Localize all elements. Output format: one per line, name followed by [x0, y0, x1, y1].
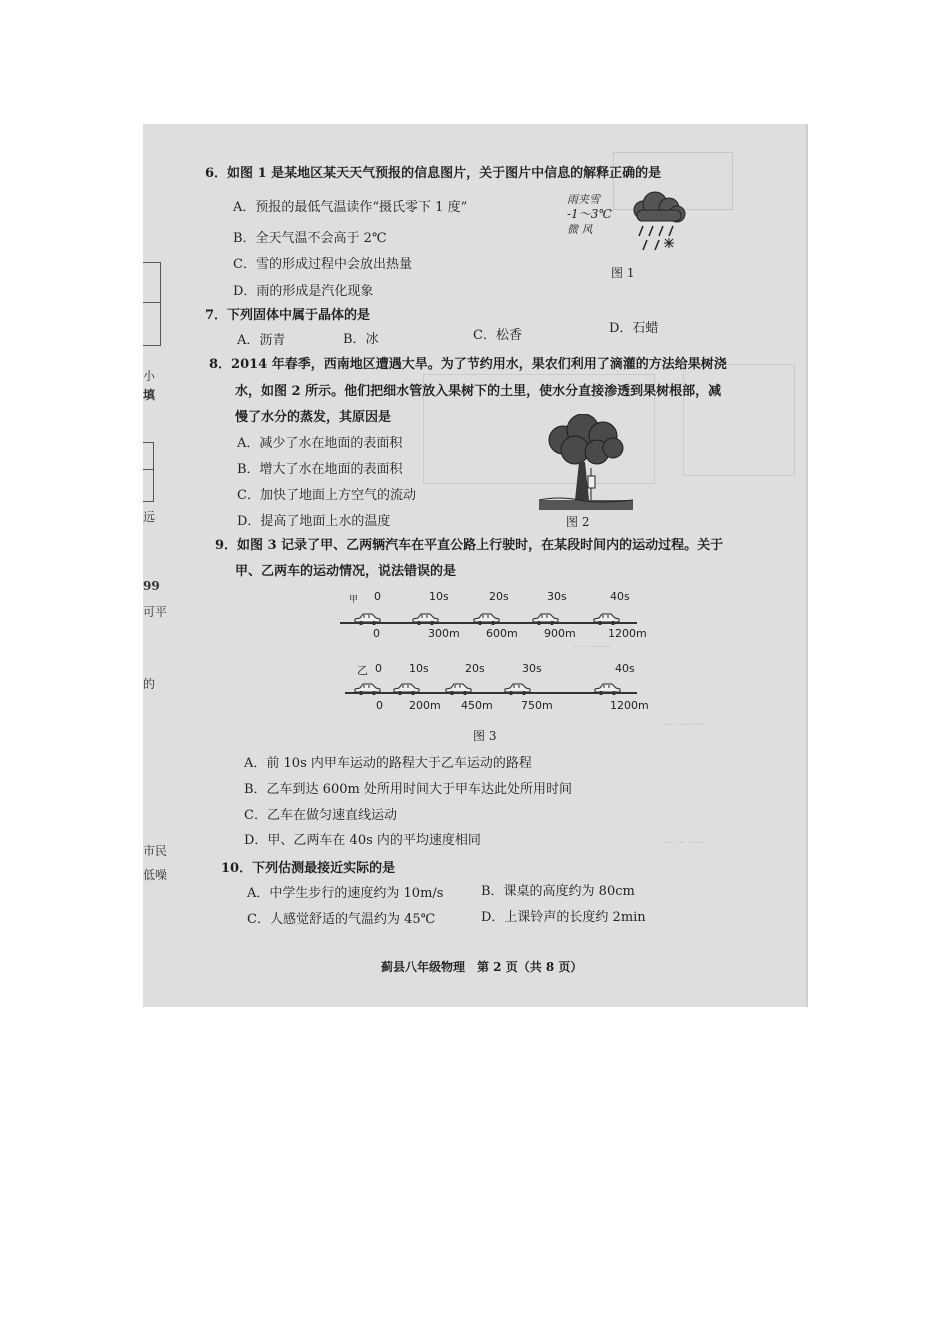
car-b-car-icon-1	[392, 680, 420, 699]
car-b-time-label-1: 10s	[409, 662, 429, 675]
q7-option-d: D．石蜡	[609, 321, 659, 336]
q9-option-c: C．乙车在做匀速直线运动	[244, 808, 397, 823]
showthrough-text-1: ··· ········	[573, 642, 612, 653]
car-a-distance-label-1: 300m	[428, 627, 460, 640]
q10-option-b: B．课桌的高度约为 80cm	[481, 884, 635, 899]
car-a-time-label-1: 10s	[429, 590, 449, 603]
drip-irrigation-tree-illustration	[539, 414, 633, 510]
car-b-time-label-3: 30s	[522, 662, 542, 675]
car-b-car-icon-2	[444, 680, 472, 699]
q8-option-b: B．增大了水在地面的表面积	[237, 462, 403, 477]
q10-option-c: C．人感觉舒适的气温约为 45℃	[247, 912, 436, 927]
car-b-car-icon-3	[503, 680, 531, 699]
q7-stem: 7．下列固体中属于晶体的是	[205, 308, 371, 323]
car-b-distance-label-0: 0	[376, 699, 383, 712]
margin-text-5: 可平	[143, 605, 168, 619]
margin-text-6: 的	[143, 677, 156, 691]
q6-stem: 6．如图 1 是某地区某天天气预报的信息图片，关于图片中信息的解释正确的是	[205, 166, 662, 181]
car-b-car-icon-4	[593, 680, 621, 699]
q6-option-d: D．雨的形成是汽化现象	[233, 284, 374, 299]
cloud-rain-snow-icon	[627, 190, 689, 256]
showthrough-text-3: ··· ··· ·····	[663, 838, 705, 849]
q10-stem: 10．下列估测最接近实际的是	[221, 861, 396, 876]
q7-option-a: A．沥青	[237, 333, 286, 348]
car-b-time-label-0: 0	[375, 662, 382, 675]
q8-stem-line-1: 8．2014 年春季，西南地区遭遇大旱。为了节约用水，果农们利用了滴灌的方法给果树浇	[209, 357, 727, 372]
q6-option-a: A．预报的最低气温读作“摄氏零下 1 度”	[233, 200, 468, 215]
q9-option-d: D．甲、乙两车在 40s 内的平均速度相同	[244, 833, 481, 848]
q6-option-c: C．雪的形成过程中会放出热量	[233, 257, 412, 272]
car-a-time-label-4: 40s	[610, 590, 630, 603]
figure-2-caption: 图 2	[566, 515, 590, 529]
margin-text-2: 填	[143, 388, 156, 402]
car-a-distance-label-4: 1200m	[608, 627, 647, 640]
car-b-time-label-4: 40s	[615, 662, 635, 675]
car-a-distance-label-0: 0	[373, 627, 380, 640]
weather-info	[567, 192, 612, 237]
car-b-car-icon-0	[353, 680, 381, 699]
car-b-distance-label-3: 750m	[521, 699, 553, 712]
q8-option-c: C．加快了地面上方空气的流动	[237, 488, 416, 503]
margin-table-bottom-divider	[143, 469, 153, 470]
margin-table-top	[143, 262, 161, 346]
weather-temperature: -1～3℃	[567, 207, 612, 221]
q6-option-b: B．全天气温不会高于 2℃	[233, 231, 387, 246]
q8-option-a: A．减少了水在地面的表面积	[237, 436, 403, 451]
car-a-time-label-0: 0	[374, 590, 381, 603]
car-a-name: 甲	[349, 595, 359, 605]
q10-option-a: A．中学生步行的速度约为 10m/s	[247, 886, 444, 901]
car-b-distance-label-1: 200m	[409, 699, 441, 712]
car-a-distance-label-3: 900m	[544, 627, 576, 640]
car-b-name: 乙	[357, 664, 368, 677]
q9-option-b: B．乙车到达 600m 处所用时间大于甲车达此处所用时间	[244, 782, 572, 797]
exam-page-photo	[143, 124, 808, 1007]
car-a-time-label-3: 30s	[547, 590, 567, 603]
weather-wind: 微 风	[567, 223, 593, 236]
margin-text-3: 远	[143, 510, 156, 524]
margin-table-top-divider	[143, 302, 160, 303]
q8-stem-line-3: 慢了水分的蒸发，其原因是	[235, 410, 392, 425]
q9-stem-line-1: 9．如图 3 记录了甲、乙两辆汽车在平直公路上行驶时，在某段时间内的运动过程。关于	[215, 538, 724, 553]
q8-stem-line-2: 水，如图 2 所示。他们把细水管放入果树下的土里，使水分直接渗透到果树根部，减	[235, 384, 722, 399]
margin-table-bottom	[143, 442, 154, 502]
q10-option-d: D．上课铃声的长度约 2min	[481, 910, 646, 925]
margin-text-1: 小	[143, 369, 156, 383]
margin-text-4: 99	[143, 579, 160, 593]
q9-option-a: A．前 10s 内甲车运动的路程大于乙车运动的路程	[244, 756, 532, 771]
figure-1-caption: 图 1	[611, 266, 635, 280]
q7-option-c: C．松香	[473, 328, 522, 343]
margin-text-8: 低噪	[143, 868, 168, 882]
margin-text-7: 市民	[143, 844, 168, 858]
page-footer: 蓟县八年级物理 第 2 页（共 8 页）	[381, 960, 583, 974]
car-a-time-label-2: 20s	[489, 590, 509, 603]
showthrough-text-2: ··· ··········	[663, 720, 708, 731]
figure-3-caption: 图 3	[473, 729, 497, 743]
car-b-time-label-2: 20s	[465, 662, 485, 675]
car-a-road	[340, 622, 637, 624]
car-b-distance-label-2: 450m	[461, 699, 493, 712]
q7-option-b: B．冰	[343, 332, 379, 347]
car-b-distance-label-4: 1200m	[610, 699, 649, 712]
car-a-distance-label-2: 600m	[486, 627, 518, 640]
weather-condition: 雨夹雪	[567, 193, 600, 206]
q9-stem-line-2: 甲、乙两车的运动情况，说法错误的是	[235, 564, 457, 579]
car-b-road	[345, 692, 637, 694]
q8-option-d: D．提高了地面上水的温度	[237, 514, 391, 529]
